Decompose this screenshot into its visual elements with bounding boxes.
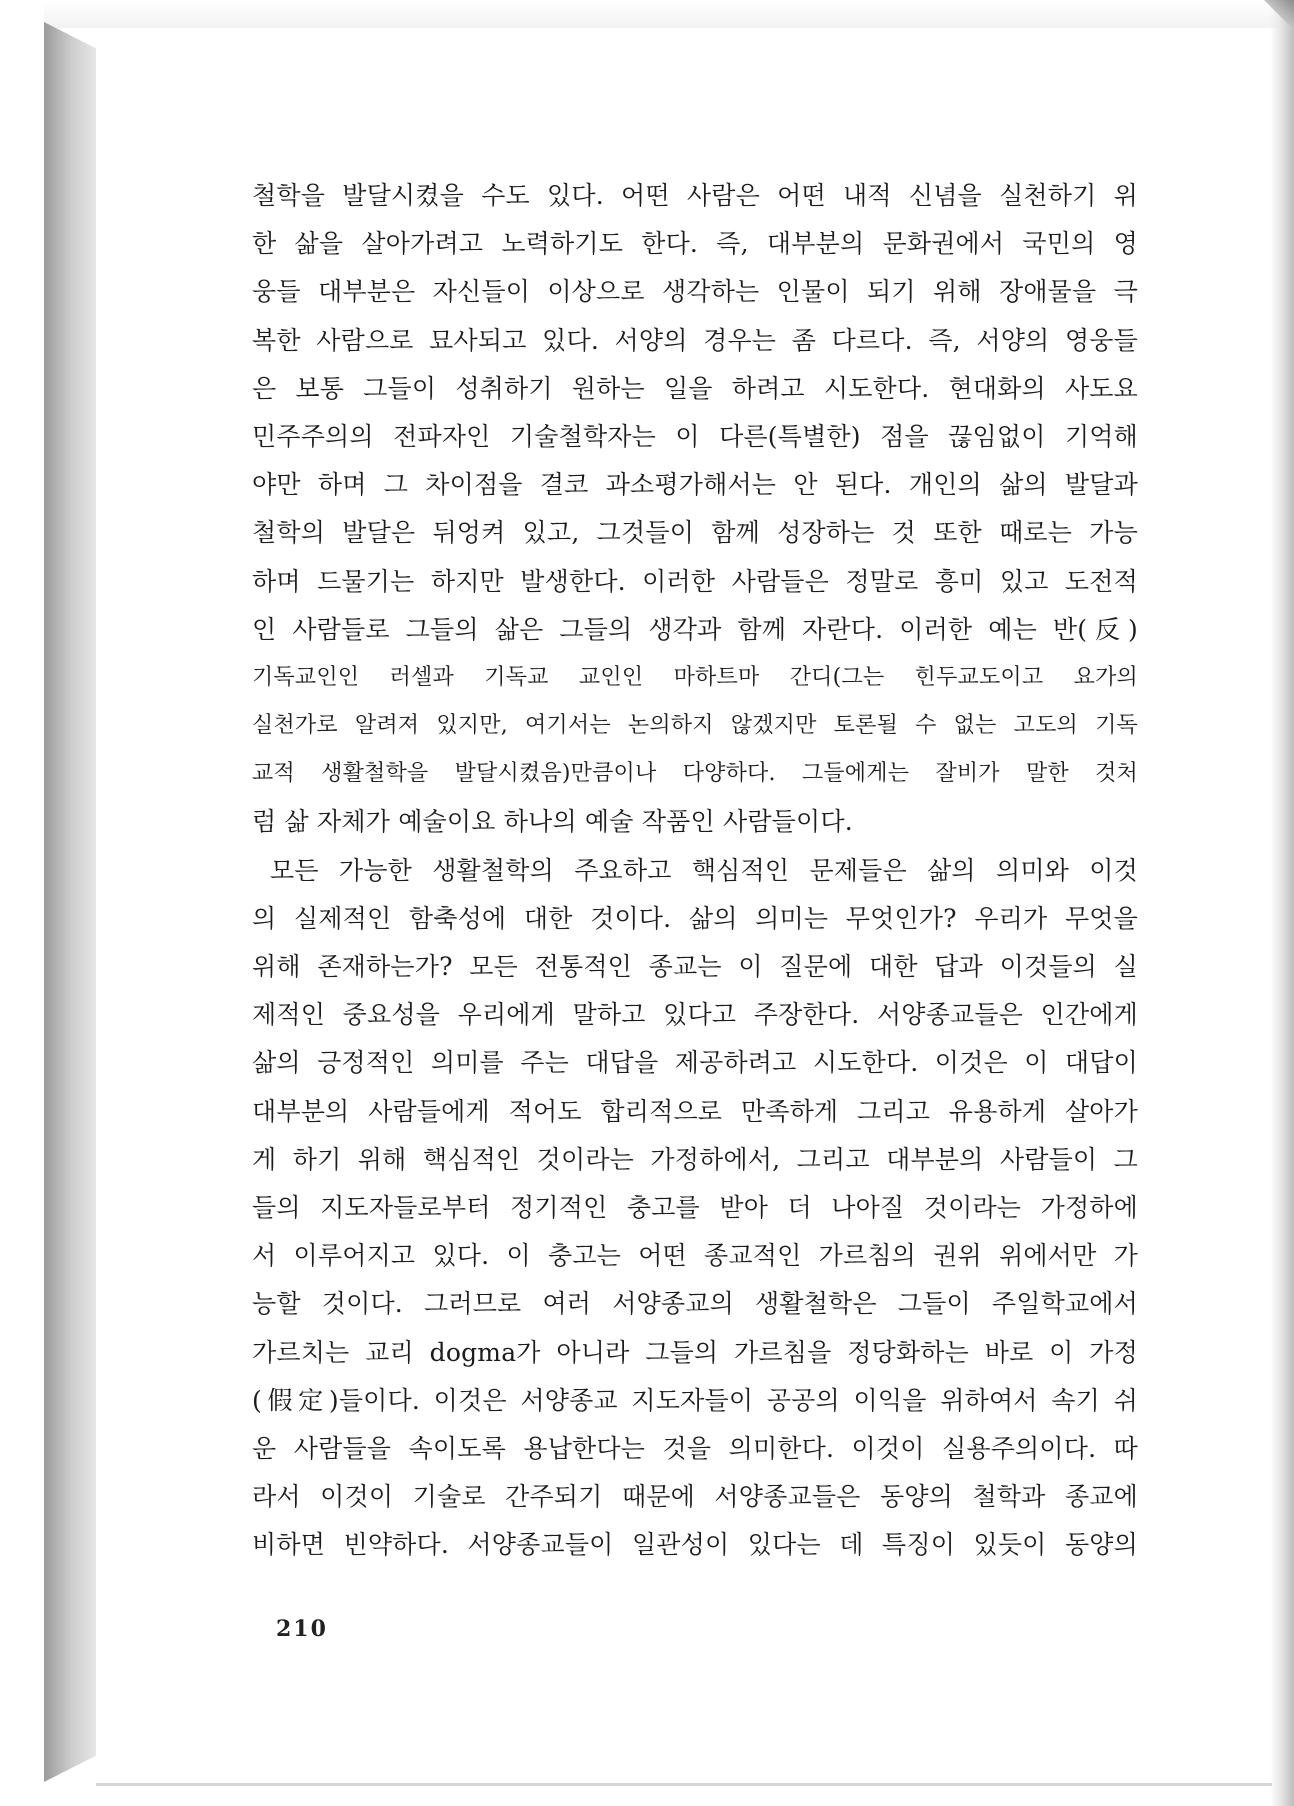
text-line: 삶의 긍정적인 의미를 주는 대답을 제공하려고 시도한다. 이것은 이 대답이 — [252, 1048, 1138, 1078]
text-line: 철학의 발달은 뒤엉켜 있고, 그것들이 함께 성장하는 것 또한 때로는 가능 — [252, 518, 1138, 548]
page-bottom-edge — [96, 1783, 1272, 1786]
text-line: 인 사람들로 그들의 삶은 그들의 생각과 함께 자란다. 이러한 예는 반(反) — [252, 614, 1138, 644]
text-line: 게 하기 위해 핵심적인 것이라는 가정하에서, 그리고 대부분의 사람들이 그 — [252, 1144, 1138, 1174]
text-line: 서 이루어지고 있다. 이 충고는 어떤 종교적인 가르침의 권위 위에서만 가 — [252, 1241, 1138, 1271]
text-line: 가르치는 교리 dogma가 아니라 그들의 가르침을 정당화하는 바로 이 가정 — [252, 1337, 1138, 1367]
text-line: 제적인 중요성을 우리에게 말하고 있다고 주장한다. 서양종교들은 인간에게 — [252, 1000, 1138, 1030]
text-line: 한 삶을 살아가려고 노력하기도 한다. 즉, 대부분의 문화권에서 국민의 영 — [252, 229, 1138, 259]
text-line: 하며 드물기는 하지만 발생한다. 이러한 사람들은 정말로 흥미 있고 도전적 — [252, 566, 1138, 596]
text-line: 웅들 대부분은 자신들이 이상으로 생각하는 인물이 되기 위해 장애물을 극 — [252, 277, 1138, 307]
text-line: 대부분의 사람들에게 적어도 합리적으로 만족하게 그리고 유용하게 살아가 — [252, 1096, 1138, 1126]
text-line: 복한 사람으로 묘사되고 있다. 서양의 경우는 좀 다르다. 즉, 서양의 영웅들 — [252, 325, 1138, 355]
text-line: 위해 존재하는가? 모든 전통적인 종교는 이 질문에 대한 답과 이것들의 실 — [252, 952, 1138, 981]
text-line: 야만 하며 그 차이점을 결코 과소평가해서는 안 된다. 개인의 삶의 발달과 — [252, 470, 1138, 500]
page-right-shadow — [1270, 0, 1294, 1806]
text-line: 운 사람들을 속이도록 용납한다는 것을 의미한다. 이것이 실용주의이다. 따 — [252, 1433, 1138, 1463]
text-line: 라서 이것이 기술로 간주되기 때문에 서양종교들은 동양의 철학과 종교에 — [252, 1482, 1138, 1512]
text-line: 교적 생활철학을 발달시켰음)만큼이나 다양하다. 그들에게는 잘비가 말한 것처 — [252, 761, 1138, 787]
text-line: 비하면 빈약하다. 서양종교들이 일관성이 있다는 데 특징이 있듯이 동양의 — [252, 1530, 1138, 1560]
book-spine — [44, 22, 96, 1782]
text-line: 들의 지도자들로부터 정기적인 충고를 받아 더 나아질 것이라는 가정하에 — [252, 1192, 1138, 1222]
book-top-edge — [44, 0, 1294, 28]
text-line: 모든 가능한 생활철학의 주요하고 핵심적인 문제들은 삶의 의미와 이것 — [270, 855, 1138, 885]
text-line: 실천가로 알려져 있지만, 여기서는 논의하지 않겠지만 토론될 수 없는 고도의 기독 — [252, 713, 1138, 739]
body-text — [252, 172, 1138, 1569]
text-line: (假定)들이다. 이것은 서양종교 지도자들이 공공의 이익을 위하여서 속기 쉬 — [252, 1385, 1138, 1415]
text-line: 럼 삶 자체가 예술이요 하나의 예술 작품인 사람들이다. — [252, 807, 853, 837]
text-line: 민주주의의 전파자인 기술철학자는 이 다른(특별한) 점을 끊임없이 기억해 — [252, 421, 1138, 451]
text-line: 능할 것이다. 그러므로 여러 서양종교의 생활철학은 그들이 주일학교에서 — [252, 1289, 1138, 1319]
text-line: 은 보통 그들이 성취하기 원하는 일을 하려고 시도한다. 현대화의 사도요 — [252, 373, 1138, 403]
text-line: 의 실제적인 함축성에 대한 것이다. 삶의 의미는 무엇인가? 우리가 무엇을 — [252, 903, 1138, 933]
text-line: 기독교인인 러셀과 기독교 교인인 마하트마 간디(그는 힌두교도이고 요가의 — [252, 664, 1138, 690]
page-number: 210 — [276, 1616, 328, 1642]
text-line: 철학을 발달시켰을 수도 있다. 어떤 사람은 어떤 내적 신념을 실천하기 위 — [252, 181, 1138, 210]
